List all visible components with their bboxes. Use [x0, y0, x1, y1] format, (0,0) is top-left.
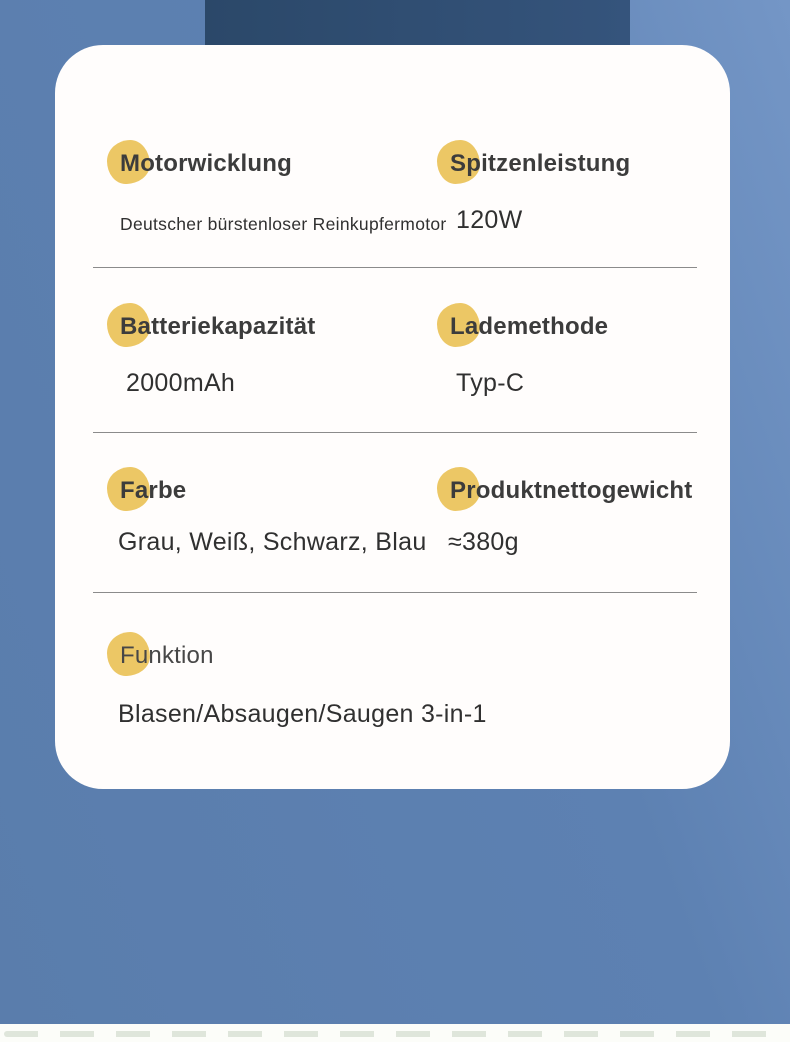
spec-label: Batteriekapazität [120, 313, 316, 340]
divider [93, 432, 697, 433]
spec-label: Farbe [120, 477, 187, 504]
dashed-pattern [4, 1031, 786, 1037]
spec-cell-produktnettogewicht [450, 476, 692, 557]
spec-cell-lademethode [450, 312, 608, 398]
spec-cell-motorwicklung [120, 149, 447, 239]
spec-value: Blasen/Absaugen/Saugen 3-in-1 [118, 700, 487, 728]
spec-value: Grau, Weiß, Schwarz, Blau [118, 528, 427, 556]
spec-value: Typ-C [456, 369, 525, 397]
spec-value: Deutscher bürstenloser Reinkupfermotor [120, 214, 447, 234]
spec-label: Motorwicklung [120, 150, 292, 177]
spec-label: Lademethode [450, 313, 609, 340]
spec-cell-funktion [120, 641, 487, 729]
spec-label: Spitzenleistung [450, 150, 631, 177]
top-navy-bar [205, 0, 630, 45]
spec-card [55, 45, 730, 789]
spec-cell-spitzenleistung [450, 149, 630, 235]
spec-value: 2000mAh [126, 369, 236, 397]
spec-cell-farbe [120, 476, 427, 557]
spec-cell-batteriekapazitaet [120, 312, 315, 398]
spec-label: Funktion [120, 642, 214, 669]
divider [93, 592, 697, 593]
divider [93, 267, 697, 268]
spec-label: Produktnettogewicht [450, 477, 693, 504]
bottom-strip [0, 1024, 790, 1042]
spec-value: 120W [456, 206, 523, 234]
spec-value: ≈380g [448, 528, 519, 556]
